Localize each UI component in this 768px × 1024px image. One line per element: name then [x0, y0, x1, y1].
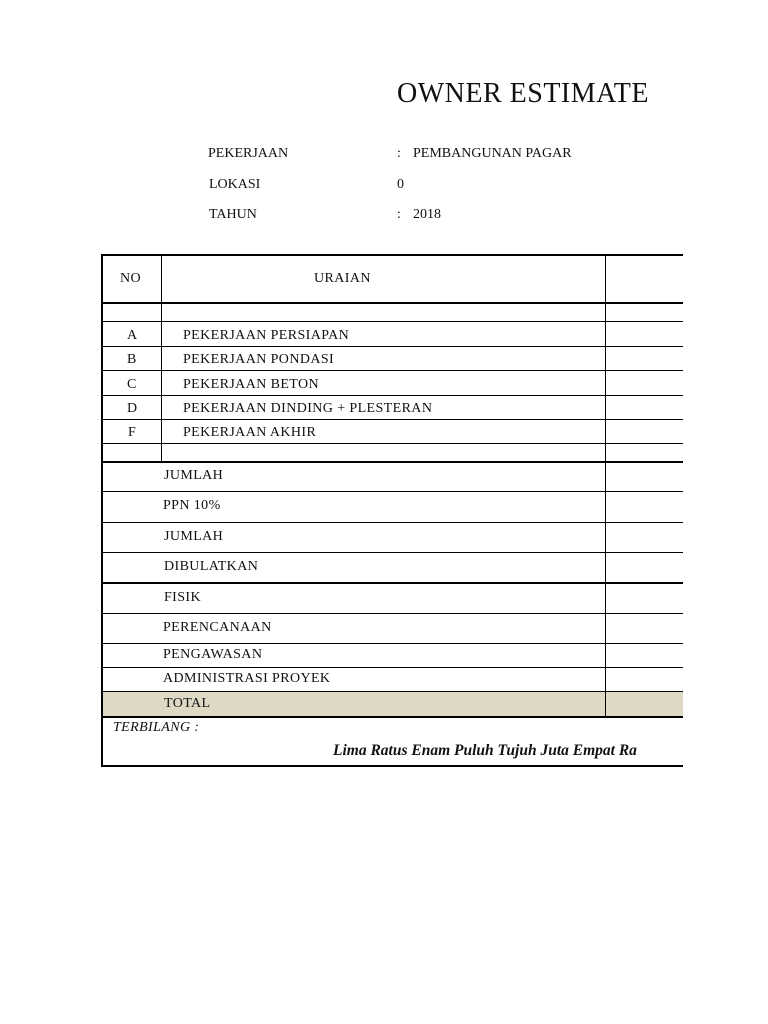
row-divider — [101, 321, 683, 322]
row-divider — [101, 370, 683, 371]
item-uraian: PEKERJAAN PONDASI — [183, 352, 335, 367]
total-bottom-border — [101, 716, 683, 718]
terbilang-text: Lima Ratus Enam Puluh Tujuh Juta Empat Ra — [333, 742, 637, 759]
meta-label-tahun: TAHUN — [209, 207, 257, 222]
row-divider — [101, 613, 683, 614]
row-divider — [101, 552, 683, 553]
terbilang-label: TERBILANG : — [113, 720, 200, 735]
meta-value-pekerjaan: PEMBANGUNAN PAGAR — [413, 146, 572, 161]
table-bottom-border — [101, 765, 683, 767]
row-divider — [101, 491, 683, 492]
item-no: D — [127, 401, 138, 416]
uraian-column-divider — [605, 254, 606, 717]
summary-pengawasan: PENGAWASAN — [163, 647, 263, 662]
header-uraian: URAIAN — [314, 271, 371, 286]
items-bottom-border — [101, 461, 683, 463]
header-bottom-border — [101, 302, 683, 304]
meta-colon-pekerjaan: : — [397, 146, 401, 161]
row-divider-thick — [101, 582, 683, 584]
row-divider — [101, 691, 683, 692]
row-divider — [101, 643, 683, 644]
row-divider — [101, 522, 683, 523]
item-no: C — [127, 377, 137, 392]
meta-colon-tahun: : — [397, 207, 401, 222]
summary-jumlah-2: JUMLAH — [164, 529, 224, 544]
table-left-border — [101, 254, 103, 767]
summary-fisik: FISIK — [164, 590, 202, 605]
meta-label-pekerjaan: PEKERJAAN — [208, 146, 289, 161]
item-uraian: PEKERJAAN AKHIR — [183, 425, 317, 440]
item-no: A — [127, 328, 138, 343]
header-no: NO — [120, 271, 142, 286]
document-title: OWNER ESTIMATE — [397, 78, 649, 109]
item-uraian: PEKERJAAN PERSIAPAN — [183, 328, 350, 343]
item-no: F — [128, 425, 137, 440]
no-column-divider — [161, 254, 162, 462]
meta-value-tahun: 2018 — [413, 207, 441, 222]
summary-jumlah: JUMLAH — [164, 468, 224, 483]
row-divider — [101, 346, 683, 347]
meta-value-lokasi: 0 — [397, 177, 404, 192]
item-uraian: PEKERJAAN BETON — [183, 377, 320, 392]
row-divider — [101, 395, 683, 396]
summary-ppn: PPN 10% — [163, 498, 221, 513]
item-no: B — [127, 352, 137, 367]
summary-total: TOTAL — [164, 696, 211, 711]
summary-perencanaan: PERENCANAAN — [163, 620, 272, 635]
row-divider — [101, 443, 683, 444]
meta-label-lokasi: LOKASI — [209, 177, 261, 192]
row-divider — [101, 667, 683, 668]
summary-administrasi: ADMINISTRASI PROYEK — [163, 671, 331, 686]
table-top-border — [101, 254, 683, 256]
item-uraian: PEKERJAAN DINDING + PLESTERAN — [183, 401, 433, 416]
page-cutoff — [683, 0, 768, 1024]
row-divider — [101, 419, 683, 420]
summary-dibulatkan: DIBULATKAN — [164, 559, 259, 574]
